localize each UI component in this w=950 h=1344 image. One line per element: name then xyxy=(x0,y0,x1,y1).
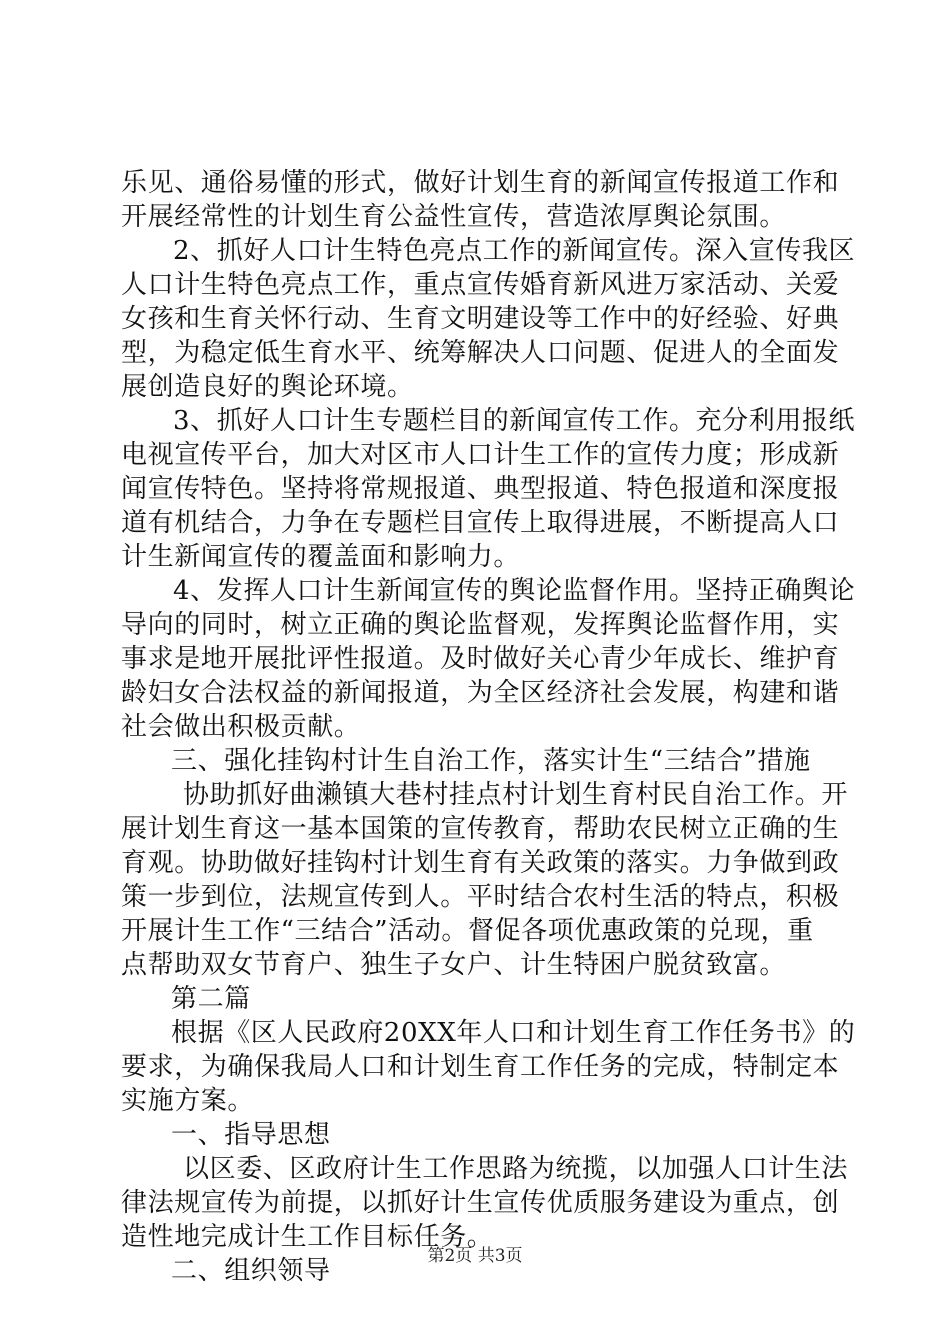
body-line: 实施方案。 xyxy=(121,1086,255,1116)
body-line: 事求是地开展批评性报道。及时做好关心青少年成长、维护育 xyxy=(121,644,840,674)
body-line: 要求，为确保我局人口和计划生育工作任务的完成，特制定本 xyxy=(121,1052,840,1082)
section-heading: 一、指导思想 xyxy=(171,1120,331,1150)
body-line: 律法规宣传为前提，以抓好计生宣传优质服务建设为重点，创 xyxy=(121,1188,840,1218)
body-line: 展创造良好的舆论环境。 xyxy=(121,372,414,402)
body-line: 龄妇女合法权益的新闻报道，为全区经济社会发展，构建和谐 xyxy=(121,678,840,708)
body-line: 女孩和生育关怀行动、生育文明建设等工作中的好经验、好典 xyxy=(121,304,840,334)
body-line: 4、发挥人口计生新闻宣传的舆论监督作用。坚持正确舆论 xyxy=(173,576,856,606)
body-line: 协助抓好曲濑镇大巷村挂点村计划生育村民自治工作。开 xyxy=(183,780,849,810)
body-line: 闻宣传特色。坚持将常规报道、典型报道、特色报道和深度报 xyxy=(121,474,840,504)
body-line: 道有机结合，力争在专题栏目宣传上取得进展，不断提高人口 xyxy=(121,508,840,538)
body-line: 人口计生特色亮点工作，重点宣传婚育新风进万家活动、关爱 xyxy=(121,270,840,300)
body-line: 以区委、区政府计生工作思路为统揽，以加强人口计生法 xyxy=(183,1154,849,1184)
body-line: 展计划生育这一基本国策的宣传教育，帮助农民树立正确的生 xyxy=(121,814,840,844)
body-line: 3、抓好人口计生专题栏目的新闻宣传工作。充分利用报纸 xyxy=(173,406,856,436)
body-line: 计生新闻宣传的覆盖面和影响力。 xyxy=(121,542,521,572)
body-line: 2、抓好人口计生特色亮点工作的新闻宣传。深入宣传我区 xyxy=(173,236,856,266)
body-line: 造性地完成计生工作目标任务。 xyxy=(121,1222,494,1252)
body-line: 开展计生工作“三结合”活动。督促各项优惠政策的兑现，重 xyxy=(121,916,814,946)
section-heading: 三、强化挂钩村计生自治工作，落实计生“三结合”措施 xyxy=(171,746,811,776)
part-heading: 第二篇 xyxy=(171,984,251,1014)
body-line: 策一步到位，法规宣传到人。平时结合农村生活的特点，积极 xyxy=(121,882,840,912)
body-line: 型，为稳定低生育水平、统筹解决人口问题、促进人的全面发 xyxy=(121,338,840,368)
section-heading: 二、组织领导 xyxy=(171,1256,331,1286)
page-number-footer: 第2页 共3页 xyxy=(427,1246,523,1266)
body-line: 导向的同时，树立正确的舆论监督观，发挥舆论监督作用，实 xyxy=(121,610,840,640)
body-line: 乐见、通俗易懂的形式，做好计划生育的新闻宣传报道工作和 xyxy=(121,168,840,198)
body-line: 社会做出积极贡献。 xyxy=(121,712,361,742)
body-line: 电视宣传平台，加大对区市人口计生工作的宣传力度；形成新 xyxy=(121,440,840,470)
body-line: 根据《区人民政府20XX年人口和计划生育工作任务书》的 xyxy=(171,1018,856,1048)
body-line: 点帮助双女节育户、独生子女户、计生特困户脱贫致富。 xyxy=(121,950,787,980)
body-line: 开展经常性的计划生育公益性宣传，营造浓厚舆论氛围。 xyxy=(121,202,787,232)
document-body xyxy=(121,166,856,1288)
body-line: 育观。协助做好挂钩村计划生育有关政策的落实。力争做到政 xyxy=(121,848,840,878)
